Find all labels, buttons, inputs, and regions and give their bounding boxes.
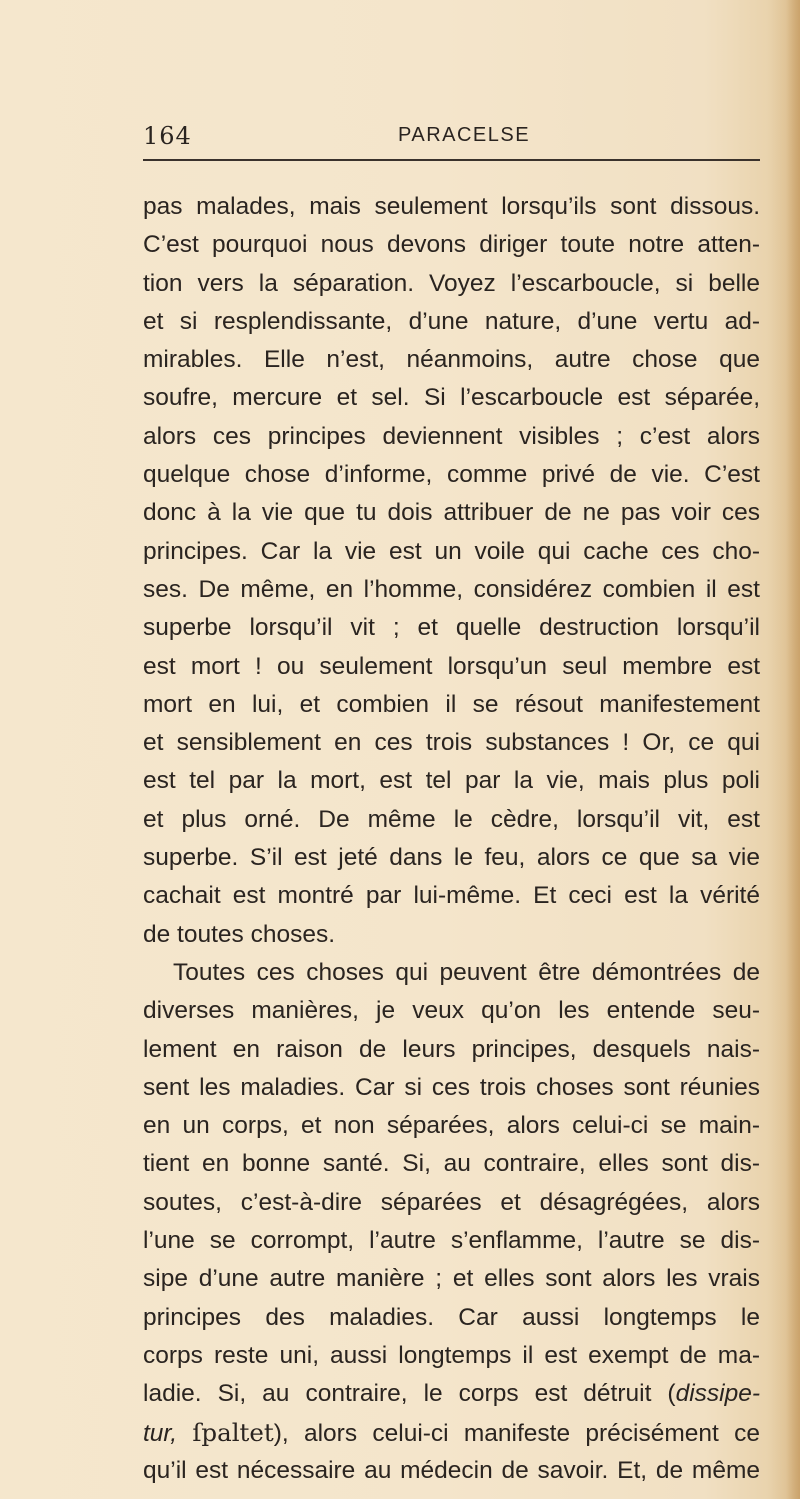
text-line: diverses manières, je veux qu’on les entende seu- — [143, 997, 760, 1025]
text-line: sipe d’une autre manière ; et elles sont alors les vrais — [143, 1265, 760, 1293]
text-line: est tel par la mort, est tel par la vie, mais plus poli — [143, 767, 760, 795]
text-line: en un corps, et non séparées, alors celui-ci se main- — [143, 1112, 760, 1140]
text-line: corps reste uni, aussi longtemps il est exempt de ma- — [143, 1341, 760, 1369]
text-line: tient en bonne santé. Si, au contraire, elles sont dis- — [143, 1150, 760, 1178]
text-line-mixed — [143, 1375, 760, 1413]
text-line: superbe. S’il est jeté dans le feu, alors ce que sa vie — [143, 844, 760, 872]
text-line: l’une se corrompt, l’autre s’enflamme, l’autre se dis- — [143, 1227, 760, 1255]
page-header — [143, 118, 760, 158]
text-line: quelque chose d’informe, comme privé de vie. C’est — [143, 461, 760, 489]
text-line: alors ces principes deviennent visibles ; c’est alors — [143, 422, 760, 450]
text-line: Toutes ces choses qui peuvent être démontrées de — [173, 958, 760, 986]
text-line: superbe lorsqu’il vit ; et quelle destruction lorsqu’il — [143, 614, 760, 642]
text-line: tion vers la séparation. Voyez l’escarboucle, si belle — [143, 269, 760, 297]
fraktur-term: ſpaltet — [192, 1417, 274, 1447]
text-line: est mort ! ou seulement lorsqu’un seul membre est — [143, 652, 760, 680]
header-rule — [143, 159, 760, 161]
text-line: qu’il est nécessaire au médecin de savoir. Et, de même — [143, 1456, 760, 1484]
page-edge-shade — [786, 0, 800, 1499]
text-line: ses. De même, en l’homme, considérez combien il est — [143, 575, 760, 603]
text-line-mixed — [143, 1414, 760, 1452]
body-text — [143, 188, 760, 1490]
text-segment: ladie. Si, au contraire, le corps est détruit ( — [143, 1380, 676, 1408]
text-line: principes. Car la vie est un voile qui cache ces cho- — [143, 537, 760, 565]
running-head: PARACELSE — [398, 124, 531, 146]
text-line: et plus orné. De même le cèdre, lorsqu’il vit, est — [143, 805, 760, 833]
text-segment: ), alors celui-ci manifeste précisément ce — [273, 1419, 761, 1447]
text-line: sent les maladies. Car si ces trois choses sont réunies — [143, 1073, 760, 1101]
text-line: et si resplendissante, d’une nature, d’une vertu ad- — [143, 307, 760, 335]
text-line: soutes, c’est-à-dire séparées et désagrégées, alors — [143, 1188, 760, 1216]
text-line: cachait est montré par lui-même. Et ceci est la vérité — [143, 882, 760, 910]
text-line: soufre, mercure et sel. Si l’escarboucle est séparée, — [143, 384, 760, 412]
text-line: principes des maladies. Car aussi longtemps le — [143, 1303, 760, 1331]
text-line: mort en lui, et combien il se résout manifestement — [143, 690, 760, 718]
text-line: et sensiblement en ces trois substances ! Or, ce qui — [143, 729, 760, 757]
page-number: 164 — [143, 122, 192, 150]
text-line: lement en raison de leurs principes, desquels nais- — [143, 1035, 760, 1063]
italic-term: tur, — [143, 1419, 178, 1447]
text-line: donc à la vie que tu dois attribuer de ne pas voir ces — [143, 499, 760, 527]
italic-term: dissipe- — [675, 1380, 760, 1408]
text-line: mirables. Elle n’est, néanmoins, autre chose que — [143, 346, 760, 374]
text-line: de toutes choses. — [143, 920, 336, 948]
text-line: pas malades, mais seulement lorsqu’ils sont dissous. — [143, 193, 760, 220]
text-line: C’est pourquoi nous devons diriger toute notre atten- — [143, 231, 760, 259]
